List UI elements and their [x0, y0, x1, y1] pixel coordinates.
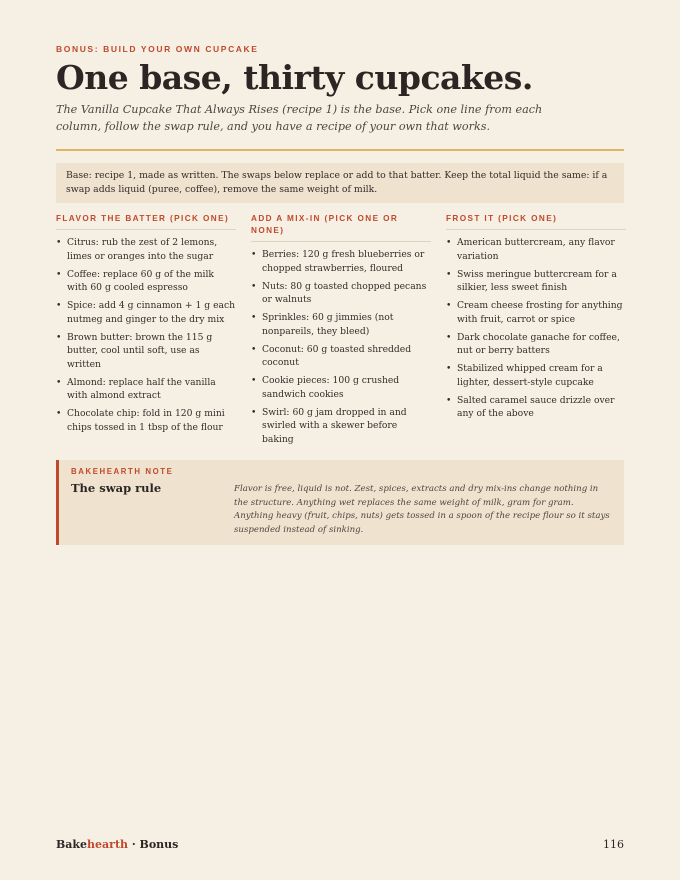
brand-name-part2: hearth [87, 838, 129, 851]
note-body: Flavor is free, liquid is not. Zest, spices, extracts and dry mix-ins change nothing in the structure. Anything wet replaces the same weight of milk, gram for gram. Anything heavy (fruit, chips, nuts) gets tossed in a spoon of the recipe flour so it stays suspended instead of sinking. [234, 484, 610, 535]
list-item: • Cookie pieces: 100 g crushed sandwich cookies [251, 374, 431, 401]
brand-name-part1: Bake [56, 838, 88, 851]
divider-rule [56, 149, 624, 151]
list-item: • Swiss meringue buttercream for a silkier, less sweet finish [446, 268, 626, 295]
base-callout: Base: recipe 1, made as written. The swaps below replace or add to that batter. Keep the total liquid the same: if a swap adds liquid (puree, coffee), remove the same weight of milk. [56, 163, 624, 203]
section-eyebrow: BONUS: BUILD YOUR OWN CUPCAKE [56, 44, 259, 54]
page-subtitle: The Vanilla Cupcake That Always Rises (recipe 1) is the base. Pick one line from each column, follow the swap rule, and you have a recipe of your own that works. [56, 103, 543, 133]
bakehearth-note [56, 460, 624, 545]
list-item: • American buttercream, any flavor variation [446, 236, 626, 263]
list-item: • Sprinkles: 60 g jimmies (not nonpareils, they bleed) [251, 311, 431, 338]
page-title: One base, thirty cupcakes. [56, 58, 533, 97]
list-item: • Citrus: rub the zest of 2 lemons, limes or oranges into the sugar [56, 236, 236, 263]
column-heading: ADD A MIX-IN (PICK ONE OR NONE) [251, 213, 431, 242]
page-number: 116 [603, 838, 624, 851]
list-item: • Swirl: 60 g jam dropped in and swirled with a skewer before baking [251, 406, 431, 447]
page-footer [56, 838, 624, 854]
list-item: • Berries: 120 g fresh blueberries or chopped strawberries, floured [251, 248, 431, 275]
list-item: • Chocolate chip: fold in 120 g mini chips tossed in 1 tbsp of the flour [56, 407, 236, 434]
list-item: • Dark chocolate ganache for coffee, nut or berry batters [446, 331, 626, 358]
list-item: • Stabilized whipped cream for a lighter, dessert-style cupcake [446, 362, 626, 389]
list-item: • Coconut: 60 g toasted shredded coconut [251, 343, 431, 370]
column-frosting [446, 213, 626, 425]
column-mix-in [251, 213, 431, 451]
list-item: • Salted caramel sauce drizzle over any of the above [446, 394, 626, 421]
list-item: • Cream cheese frosting for anything with fruit, carrot or spice [446, 299, 626, 326]
swap-list [251, 248, 431, 446]
note-title: The swap rule [71, 481, 162, 495]
note-eyebrow: BAKEHEARTH NOTE [71, 467, 174, 476]
list-item: • Coffee: replace 60 g of the milk with 60 g cooled espresso [56, 268, 236, 295]
column-heading: FROST IT (PICK ONE) [446, 213, 626, 230]
page [56, 0, 624, 880]
footer-separator: · [128, 838, 140, 851]
column-flavor [56, 213, 236, 439]
list-item: • Almond: replace half the vanilla with almond extract [56, 376, 236, 403]
footer-section: Bonus [139, 838, 179, 851]
column-heading: FLAVOR THE BATTER (PICK ONE) [56, 213, 236, 230]
swap-list [56, 236, 236, 434]
list-item: • Brown butter: brown the 115 g butter, cool until soft, use as written [56, 331, 236, 372]
list-item: • Nuts: 80 g toasted chopped pecans or walnuts [251, 280, 431, 307]
swap-list [446, 236, 626, 421]
list-item: • Spice: add 4 g cinnamon + 1 g each nutmeg and ginger to the dry mix [56, 299, 236, 326]
